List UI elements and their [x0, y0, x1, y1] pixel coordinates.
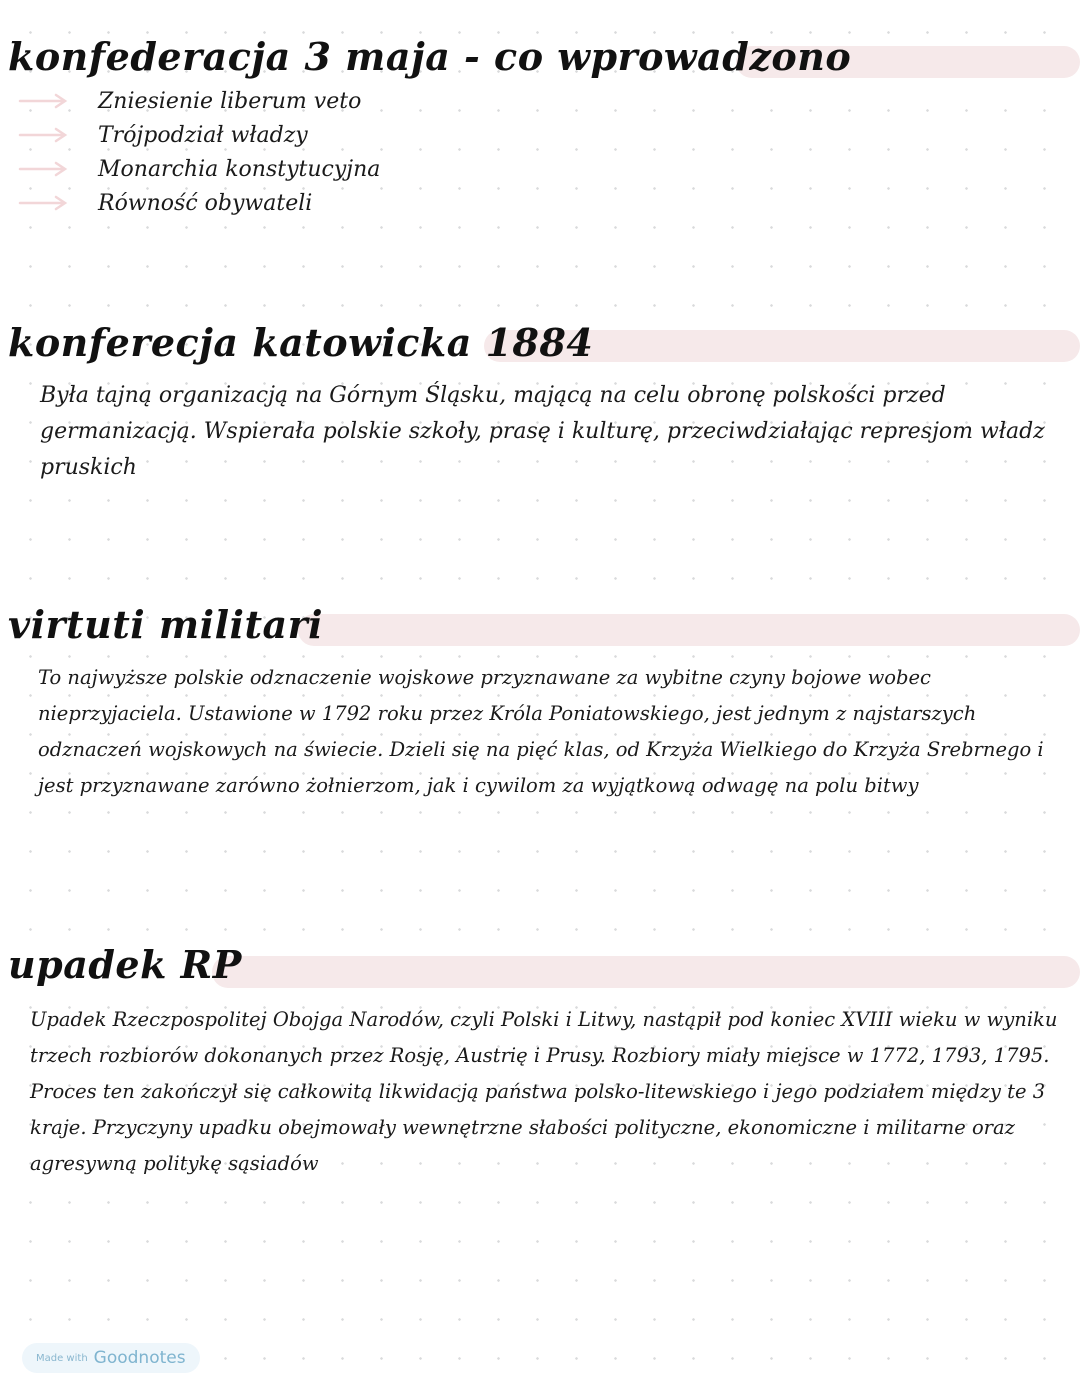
arrow-right-icon	[18, 195, 70, 211]
goodnotes-badge	[22, 1343, 200, 1373]
section-virtuti	[0, 600, 1080, 870]
arrow-right-icon	[18, 161, 70, 177]
section-konfederacja	[0, 32, 1080, 232]
list-item	[18, 186, 380, 220]
section-heading: konfederacja 3 maja - co wprowadzono	[8, 34, 852, 79]
heading-row	[0, 600, 1080, 660]
heading-row	[0, 940, 1080, 1000]
section-upadek	[0, 940, 1080, 1200]
heading-row	[0, 32, 1080, 92]
bullet-list	[18, 84, 380, 220]
list-item	[18, 118, 380, 152]
list-item-text: Równość obywateli	[98, 190, 313, 216]
section-heading: upadek RP	[8, 942, 242, 987]
heading-row	[0, 318, 1080, 378]
badge-brand: Goodnotes	[93, 1348, 186, 1368]
list-item-text: Zniesienie liberum veto	[98, 88, 362, 114]
arrow-right-icon	[18, 127, 70, 143]
arrow-right-icon	[18, 93, 70, 109]
list-item-text: Monarchia konstytucyjna	[98, 156, 381, 182]
section-heading: konferecja katowicka 1884	[8, 320, 594, 365]
list-item	[18, 152, 380, 186]
list-item-text: Trójpodział władzy	[98, 122, 308, 148]
badge-made-with: Made with	[36, 1352, 88, 1364]
section-konferencja	[0, 318, 1080, 508]
section-body: Była tajną organizacją na Górnym Śląsku, mającą na celu obronę polskości przed germanizacją. Wspierała polskie szkoły, prasę i kulturę, przeciwdziałając represjom władz pruskich	[40, 383, 1045, 480]
list-item	[18, 84, 380, 118]
section-body: Upadek Rzeczpospolitej Obojga Narodów, czyli Polski i Litwy, nastąpił pod koniec XVIII wieku w wyniku trzech rozbiorów dokonanych przez Rosję, Austrię i Prusy. Rozbiory miały miejsce w 1772, 1793, 1795. Proces ten zakończył się całkowitą likwidacją państwa polsko-litewskiego i jego podziałem między te 3 kraje. Przyczyny upadku obejmowały wewnętrzne słabości polityczne, ekonomiczne i militarne oraz agresywną politykę sąsiadów	[30, 1008, 1058, 1175]
heading-highlight	[298, 614, 1080, 646]
section-body: To najwyższe polskie odznaczenie wojskowe przyznawane za wybitne czyny bojowe wobec nieprzyjaciela. Ustawione w 1792 roku przez Króla Poniatowskiego, jest jednym z najstarszych odznaczeń wojskowych na świecie. Dzieli się na pięć klas, od Krzyża Wielkiego do Krzyża Srebrnego i jest przyznawane zarówno żołnierzom, jak i cywilom za wyjątkową odwagę na polu bitwy	[38, 666, 1044, 797]
heading-highlight	[212, 956, 1080, 988]
section-heading: virtuti militari	[8, 602, 324, 647]
